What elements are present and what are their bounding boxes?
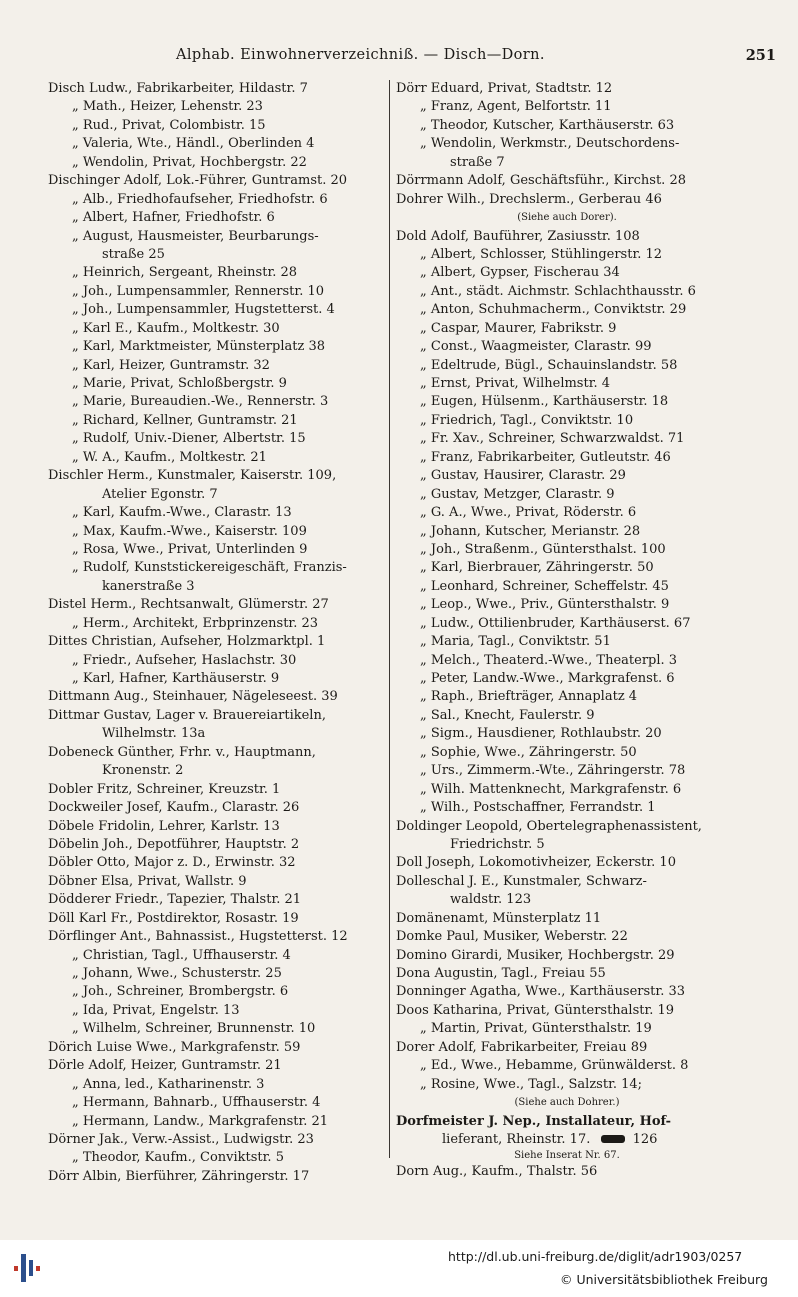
left-directory-entry: „ Max, Kaufm.-Wwe., Kaiserstr. 109 [72, 523, 307, 539]
right-directory-entry: „ Wilh. Mattenknecht, Markgrafenstr. 6 [420, 781, 682, 797]
left-directory-entry: „ Joh., Schreiner, Brombergstr. 6 [72, 984, 289, 1000]
left-directory-entry: „ Karl, Kaufm.-Wwe., Clarastr. 13 [72, 505, 292, 521]
inserat-note: Siehe Inserat Nr. 67. [514, 1150, 620, 1162]
left-directory-entry: „ Johann, Wwe., Schusterstr. 25 [72, 966, 282, 981]
left-directory-entry: „ Friedr., Aufseher, Haslachstr. 30 [72, 652, 297, 668]
right-directory-entry: „ Karl, Bierbrauer, Zähringerstr. 50 [420, 560, 654, 576]
left-directory-entry: straße 25 [102, 246, 165, 262]
left-directory-entry: Dörr Albin, Bierführer, Zähringerstr. 17 [48, 1168, 310, 1184]
left-directory-entry: „ Karl, Marktmeister, Münsterplatz 38 [72, 339, 325, 355]
left-directory-entry: „ Math., Heizer, Lehenstr. 23 [72, 99, 263, 115]
right-directory-entry: Doll Joseph, Lokomotivheizer, Eckerstr. 10 [396, 855, 676, 871]
left-directory-entry: „ Anna, led., Katharinenstr. 3 [72, 1076, 265, 1092]
right-directory-entry: Domänenamt, Münsterplatz 11 [396, 910, 602, 926]
left-directory-entry: Dörich Luise Wwe., Markgrafenstr. 59 [48, 1039, 301, 1055]
page-header [0, 47, 798, 69]
left-directory-entry: „ Ida, Privat, Engelstr. 13 [72, 1002, 240, 1018]
left-directory-entry: Döbler Otto, Major z. D., Erwinstr. 32 [48, 855, 296, 871]
left-directory-entry: Dischler Herm., Kunstmaler, Kaiserstr. 109, [48, 468, 337, 484]
right-directory-entry: „ Friedrich, Tagl., Conviktstr. 10 [420, 412, 634, 428]
left-directory-entry: „ Valeria, Wte., Händl., Oberlinden 4 [72, 136, 315, 152]
right-directory-entry: „ Leop., Wwe., Priv., Güntersthalstr. 9 [420, 597, 670, 613]
library-logo-icon [12, 1248, 42, 1288]
left-directory-entry: Dörflinger Ant., Bahnassist., Hugstetterst. 12 [48, 929, 348, 945]
right-directory-entry: Doos Katharina, Privat, Güntersthalstr. 19 [396, 1002, 675, 1018]
left-directory-entry: Dockweiler Josef, Kaufm., Clarastr. 26 [48, 800, 300, 816]
left-directory-entry: Dörner Jak., Verw.-Assist., Ludwigstr. 23 [48, 1131, 314, 1147]
right-directory-entry: „ Gustav, Metzger, Clarastr. 9 [420, 486, 615, 502]
left-directory-entry: Dobler Fritz, Schreiner, Kreuzstr. 1 [48, 781, 281, 797]
right-directory-entry: „ Joh., Straßenm., Güntersthalst. 100 [420, 541, 666, 557]
right-directory-entry: „ Albert, Gypser, Fischerau 34 [420, 265, 620, 281]
left-directory-entry: Dödderer Friedr., Tapezier, Thalstr. 21 [48, 892, 302, 908]
right-directory-entry: straße 7 [450, 154, 505, 170]
right-directory-entry: waldstr. 123 [450, 892, 532, 908]
left-directory-entry: „ Joh., Lumpensammler, Rennerstr. 10 [72, 283, 324, 299]
left-directory-entry: „ Richard, Kellner, Guntramstr. 21 [72, 412, 298, 428]
left-directory-entry: „ Rudolf, Kunststickereigeschäft, Franzis- [72, 560, 347, 576]
left-directory-entry: Döbner Elsa, Privat, Wallstr. 9 [48, 873, 247, 889]
right-directory-entry: „ Ed., Wwe., Hebamme, Grünwälderst. 8 [420, 1058, 689, 1074]
column-divider [389, 80, 390, 1158]
left-directory-entry: kanerstraße 3 [102, 578, 195, 594]
left-directory-entry: „ Hermann, Landw., Markgrafenstr. 21 [72, 1113, 329, 1129]
left-directory-entry: Disch Ludw., Fabrikarbeiter, Hildastr. 7 [48, 81, 308, 96]
right-directory-entry: „ Fr. Xav., Schreiner, Schwarzwaldst. 71 [420, 431, 685, 447]
right-directory-entry: „ Sigm., Hausdiener, Rothlaubstr. 20 [420, 726, 662, 742]
right-directory-entry: „ Maria, Tagl., Conviktstr. 51 [420, 634, 611, 650]
right-directory-entry: „ Urs., Zimmerm.-Wte., Zähringerstr. 78 [420, 763, 686, 779]
left-directory-entry: Dittmann Aug., Steinhauer, Nägeleseest. 39 [48, 689, 338, 705]
right-directory-note: (Siehe auch Dorer). [517, 212, 617, 224]
right-directory-entry: Dohrer Wilh., Drechslerm., Gerberau 46 [396, 191, 662, 207]
right-directory-entry: Friedrichstr. 5 [450, 836, 545, 852]
right-column-entries [396, 80, 738, 1113]
left-directory-entry: Wilhelmstr. 13a [102, 726, 206, 742]
right-directory-entry: „ Ernst, Privat, Wilhelmstr. 4 [420, 376, 611, 391]
right-directory-entry: „ Caspar, Maurer, Fabrikstr. 9 [420, 320, 617, 336]
right-directory-entry: Doldinger Leopold, Obertelegraphenassistent, [396, 818, 702, 834]
right-directory-entry: „ Wilh., Postschaffner, Ferrandstr. 1 [420, 800, 656, 816]
left-directory-entry: „ Karl E., Kaufm., Moltkestr. 30 [72, 320, 280, 336]
right-directory-entry: „ Martin, Privat, Güntersthalstr. 19 [420, 1021, 652, 1037]
dorfmeister-number: 126 [632, 1131, 658, 1147]
right-directory-entry: „ Franz, Fabrikarbeiter, Gutleutstr. 46 [420, 449, 671, 465]
left-directory-entry: „ Karl, Heizer, Guntramstr. 32 [72, 357, 270, 373]
right-directory-entry: „ Peter, Landw.-Wwe., Markgrafenst. 6 [420, 671, 675, 686]
pointing-hand-icon [601, 1135, 625, 1143]
left-directory-entry: „ Marie, Bureaudien.-We., Rennerstr. 3 [72, 394, 329, 410]
right-directory-entry: Dold Adolf, Bauführer, Zasiusstr. 108 [396, 228, 640, 244]
left-directory-entry: Atelier Egonstr. 7 [102, 486, 218, 502]
left-directory-entry: „ Wendolin, Privat, Hochbergstr. 22 [72, 154, 307, 170]
left-directory-entry: Dörle Adolf, Heizer, Guntramstr. 21 [48, 1058, 282, 1074]
left-directory-entry: Dittmar Gustav, Lager v. Brauereiartikeln, [48, 707, 326, 723]
left-directory-entry: „ Albert, Hafner, Friedhofstr. 6 [72, 210, 275, 226]
left-directory-entry: Dobeneck Günther, Frhr. v., Hauptmann, [48, 744, 316, 760]
left-directory-entry: „ August, Hausmeister, Beurbarungs- [72, 228, 319, 244]
right-column [396, 80, 738, 1182]
dorfmeister-entry-continued [396, 1131, 738, 1149]
right-directory-entry: Domke Paul, Musiker, Weberstr. 22 [396, 929, 628, 945]
dorfmeister-address: lieferant, Rheinstr. 17. [442, 1131, 591, 1147]
left-directory-entry: „ Joh., Lumpensammler, Hugstetterst. 4 [72, 302, 335, 318]
right-directory-entry: „ G. A., Wwe., Privat, Röderstr. 6 [420, 505, 637, 521]
right-directory-entry: „ Albert, Schlosser, Stühlingerstr. 12 [420, 246, 663, 262]
left-directory-entry: „ Christian, Tagl., Uffhauserstr. 4 [72, 947, 291, 963]
left-directory-entry: Dischinger Adolf, Lok.-Führer, Guntramst. 20 [48, 173, 348, 189]
dorn-entry: Dorn Aug., Kaufm., Thalstr. 56 [396, 1164, 598, 1180]
left-directory-entry: „ Theodor, Kaufm., Conviktstr. 5 [72, 1150, 284, 1166]
right-directory-entry: „ Wendolin, Werkmstr., Deutschordens- [420, 136, 680, 152]
running-title: Alphab. Einwohnerverzeichniß. — Disch—Dorn. [176, 47, 545, 63]
left-directory-entry: „ Alb., Friedhofaufseher, Friedhofstr. 6 [72, 191, 328, 207]
copyright-notice: © Universitätsbibliothek Freiburg [560, 1272, 768, 1287]
dorfmeister-entry: Dorfmeister J. Nep., Installateur, Hof- [396, 1113, 672, 1129]
left-directory-entry: Döbele Fridolin, Lehrer, Karlstr. 13 [48, 818, 280, 834]
right-directory-note: (Siehe auch Dohrer.) [514, 1097, 620, 1109]
right-directory-entry: „ Sophie, Wwe., Zähringerstr. 50 [420, 744, 637, 760]
right-directory-entry: „ Const., Waagmeister, Clarastr. 99 [420, 339, 652, 355]
permalink-url[interactable]: http://dl.ub.uni-freiburg.de/diglit/adr1903/0257 [448, 1249, 743, 1264]
right-directory-entry: „ Edeltrude, Bügl., Schauinslandstr. 58 [420, 357, 678, 373]
left-directory-entry: „ W. A., Kaufm., Moltkestr. 21 [72, 449, 267, 465]
left-directory-entry: „ Herm., Architekt, Erbprinzenstr. 23 [72, 615, 319, 631]
right-directory-entry: „ Leonhard, Schreiner, Scheffelstr. 45 [420, 578, 669, 594]
page-number: 251 [745, 47, 776, 64]
left-directory-entry: Kronenstr. 2 [102, 763, 184, 779]
left-directory-entry: „ Rudolf, Univ.-Diener, Albertstr. 15 [72, 431, 306, 447]
right-directory-entry: „ Sal., Knecht, Faulerstr. 9 [420, 707, 595, 723]
left-directory-entry: „ Marie, Privat, Schloßbergstr. 9 [72, 376, 287, 391]
left-directory-entry: Dittes Christian, Aufseher, Holzmarktpl. 1 [48, 634, 326, 650]
right-directory-entry: Dörrmann Adolf, Geschäftsführ., Kirchst. 28 [396, 173, 686, 189]
left-directory-entry: Distel Herm., Rechtsanwalt, Glümerstr. 27 [48, 597, 329, 613]
left-directory-entry: „ Heinrich, Sergeant, Rheinstr. 28 [72, 265, 298, 281]
left-column [48, 80, 386, 1186]
left-directory-entry: Döll Karl Fr., Postdirektor, Rosastr. 19 [48, 910, 299, 926]
right-directory-entry: „ Ant., städt. Aichmstr. Schlachthausstr. 6 [420, 283, 696, 299]
right-directory-entry: „ Anton, Schuhmacherm., Conviktstr. 29 [420, 302, 687, 318]
right-directory-entry: „ Raph., Briefträger, Annaplatz 4 [420, 689, 638, 705]
right-directory-entry: „ Franz, Agent, Belfortstr. 11 [420, 99, 612, 115]
right-directory-entry: „ Eugen, Hülsenm., Karthäuserstr. 18 [420, 394, 669, 410]
right-directory-entry: „ Melch., Theaterd.-Wwe., Theaterpl. 3 [420, 652, 678, 668]
right-directory-entry: Dona Augustin, Tagl., Freiau 55 [396, 966, 606, 981]
right-directory-entry: „ Gustav, Hausirer, Clarastr. 29 [420, 468, 626, 484]
right-directory-entry: Dolleschal J. E., Kunstmaler, Schwarz- [396, 873, 647, 889]
right-directory-entry: „ Rosine, Wwe., Tagl., Salzstr. 14; [420, 1076, 643, 1092]
right-directory-entry: Dörr Eduard, Privat, Stadtstr. 12 [396, 81, 613, 96]
left-directory-entry: Döbelin Joh., Depotführer, Hauptstr. 2 [48, 836, 300, 852]
left-directory-entry: „ Rud., Privat, Colombistr. 15 [72, 117, 266, 133]
right-directory-entry: „ Johann, Kutscher, Merianstr. 28 [420, 523, 641, 539]
left-directory-entry: „ Hermann, Bahnarb., Uffhauserstr. 4 [72, 1095, 321, 1111]
left-directory-entry: „ Rosa, Wwe., Privat, Unterlinden 9 [72, 541, 308, 557]
right-directory-entry: Donninger Agatha, Wwe., Karthäuserstr. 33 [396, 984, 686, 1000]
right-directory-entry: „ Ludw., Ottilienbruder, Karthäuserst. 67 [420, 615, 691, 631]
left-directory-entry: „ Wilhelm, Schreiner, Brunnenstr. 10 [72, 1021, 316, 1037]
right-directory-entry: „ Theodor, Kutscher, Karthäuserstr. 63 [420, 117, 675, 133]
right-directory-entry: Domino Girardi, Musiker, Hochbergstr. 29 [396, 947, 675, 963]
right-directory-entry: Dorer Adolf, Fabrikarbeiter, Freiau 89 [396, 1039, 648, 1055]
left-directory-entry: „ Karl, Hafner, Karthäuserstr. 9 [72, 671, 280, 686]
